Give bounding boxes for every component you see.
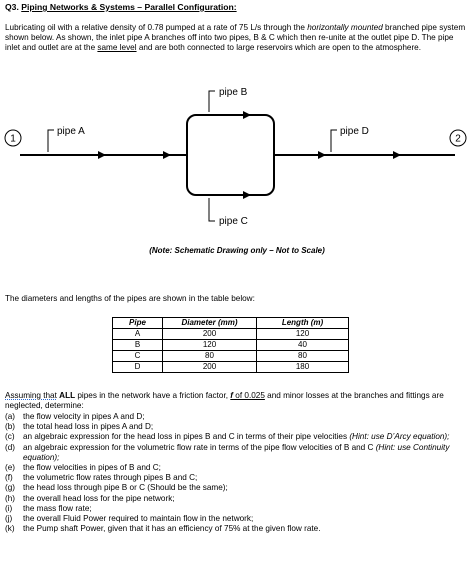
- list-item: [5, 432, 469, 442]
- table-cell: 120: [163, 340, 257, 351]
- node-1-label: 1: [10, 133, 16, 145]
- pipe-d-label: pipe D: [340, 126, 369, 137]
- question-text: the head loss through pipe B or C (Should be the same);: [23, 483, 228, 493]
- table-cell: B: [113, 340, 163, 351]
- question-body: an algebraic expression for the volumetric flow rate in terms of the pipe flow velocities of B and C: [23, 442, 376, 452]
- pipe-table: [112, 317, 349, 373]
- table-header-diameter: Diameter (mm): [163, 318, 257, 329]
- question-label: (h): [5, 493, 16, 503]
- list-item: [5, 473, 469, 483]
- list-item: [5, 524, 469, 534]
- list-item: [5, 422, 469, 432]
- assumption-paragraph: [5, 391, 469, 411]
- question-number: Q3.: [5, 2, 19, 12]
- schematic-note: (Note: Schematic Drawing only – Not to Scale): [149, 246, 325, 255]
- intro-text-2: branched pipe system shown below. As shown, the inlet pipe A branches off into two pipes, B & C which then re-unite at the outlet pipe D. The pipe inlet and outlet are at the: [5, 23, 466, 53]
- table-header-pipe: Pipe: [113, 318, 163, 329]
- question-text: the volumetric flow rates through pipes B and C;: [23, 473, 198, 483]
- question-label: (i): [5, 503, 13, 513]
- table-row: [113, 351, 349, 362]
- question-text: the mass flow rate;: [23, 503, 92, 513]
- table-row: [113, 340, 349, 351]
- pipe-c-leader: [209, 198, 215, 221]
- question-hint: (Hint: use Continuity equation);: [23, 442, 450, 462]
- question-heading: [5, 2, 237, 12]
- question-text: [23, 443, 469, 463]
- question-text: the flow velocity in pipes A and D;: [23, 412, 145, 421]
- intro-emphasis: horizontally mounted: [307, 23, 383, 32]
- question-label: (f): [5, 473, 13, 483]
- list-item: [5, 463, 469, 473]
- question-text: the Pump shaft Power, given that it has an efficiency of 75% at the given flow rate.: [23, 524, 321, 534]
- table-header-row: [113, 318, 349, 329]
- question-label: (k): [5, 524, 15, 534]
- question-text: [23, 432, 469, 442]
- table-cell: 200: [163, 329, 257, 340]
- pipe-network-diagram: [0, 80, 474, 240]
- table-cell: 180: [257, 362, 349, 373]
- pipe-b-leader: [209, 91, 215, 112]
- table-cell: D: [113, 362, 163, 373]
- list-item: [5, 504, 469, 514]
- question-text: the total head loss in pipes A and D;: [23, 422, 154, 432]
- pipe-d-leader: [331, 130, 337, 152]
- assume-text-2: pipes in the network have a friction factor,: [75, 391, 231, 400]
- table-cell: 40: [257, 340, 349, 351]
- pipe-b-label: pipe B: [219, 87, 248, 98]
- table-row: [113, 362, 349, 373]
- question-label: (g): [5, 483, 16, 493]
- question-label: (c): [5, 432, 15, 442]
- table-cell: A: [113, 329, 163, 340]
- pipe-a-label: pipe A: [57, 126, 85, 137]
- question-text: the flow velocities in pipes of B and C;: [23, 463, 161, 473]
- question-text: the overall Fluid Power required to maintain flow in the network;: [23, 514, 254, 524]
- list-item: [5, 483, 469, 493]
- table-row: [113, 329, 349, 340]
- table-intro: The diameters and lengths of the pipes are shown in the table below:: [5, 294, 255, 303]
- friction-value: of 0.025: [233, 391, 265, 400]
- assume-text-1: Assuming that: [5, 391, 57, 400]
- intro-text-1: Lubricating oil with a relative density of 0.78 pumped at a rate of 75 L/s through the: [5, 23, 308, 32]
- question-label: (b): [5, 422, 16, 432]
- table-header-length: Length (m): [257, 318, 349, 329]
- question-list: [5, 412, 469, 534]
- question-label: (e): [5, 463, 16, 473]
- table-cell: 120: [257, 329, 349, 340]
- question-body: an algebraic expression for the head loss in pipes B and C in terms of their pipe velocities: [23, 432, 350, 442]
- intro-underlined: same level: [97, 43, 137, 53]
- assume-text-3: and minor losses at the branches and fittings are neglected, determine:: [5, 391, 444, 411]
- question-label: (a): [5, 412, 16, 421]
- table-cell: C: [113, 351, 163, 362]
- table-cell: 200: [163, 362, 257, 373]
- list-item: [5, 514, 469, 524]
- list-item: [5, 443, 469, 463]
- list-item: [5, 412, 469, 422]
- assume-bold: ALL: [59, 391, 76, 400]
- question-label: (d): [5, 442, 16, 452]
- pipe-c-label: pipe C: [219, 216, 248, 227]
- node-2-label: 2: [455, 133, 461, 145]
- question-label: (j): [5, 514, 13, 524]
- parallel-loop: [187, 115, 274, 195]
- table-cell: 80: [163, 351, 257, 362]
- pipe-a-leader: [48, 130, 54, 152]
- question-text: the overall head loss for the pipe network;: [23, 493, 175, 503]
- list-item: [5, 494, 469, 504]
- friction-symbol: f: [230, 391, 234, 400]
- intro-text-3: and are both connected to large reservoirs which are open to the atmosphere.: [136, 43, 422, 53]
- question-hint: (Hint: use D’Arcy equation);: [349, 432, 450, 442]
- question-title: Piping Networks & Systems – Parallel Configuration:: [21, 2, 237, 12]
- intro-paragraph: [5, 23, 467, 54]
- table-cell: 80: [257, 351, 349, 362]
